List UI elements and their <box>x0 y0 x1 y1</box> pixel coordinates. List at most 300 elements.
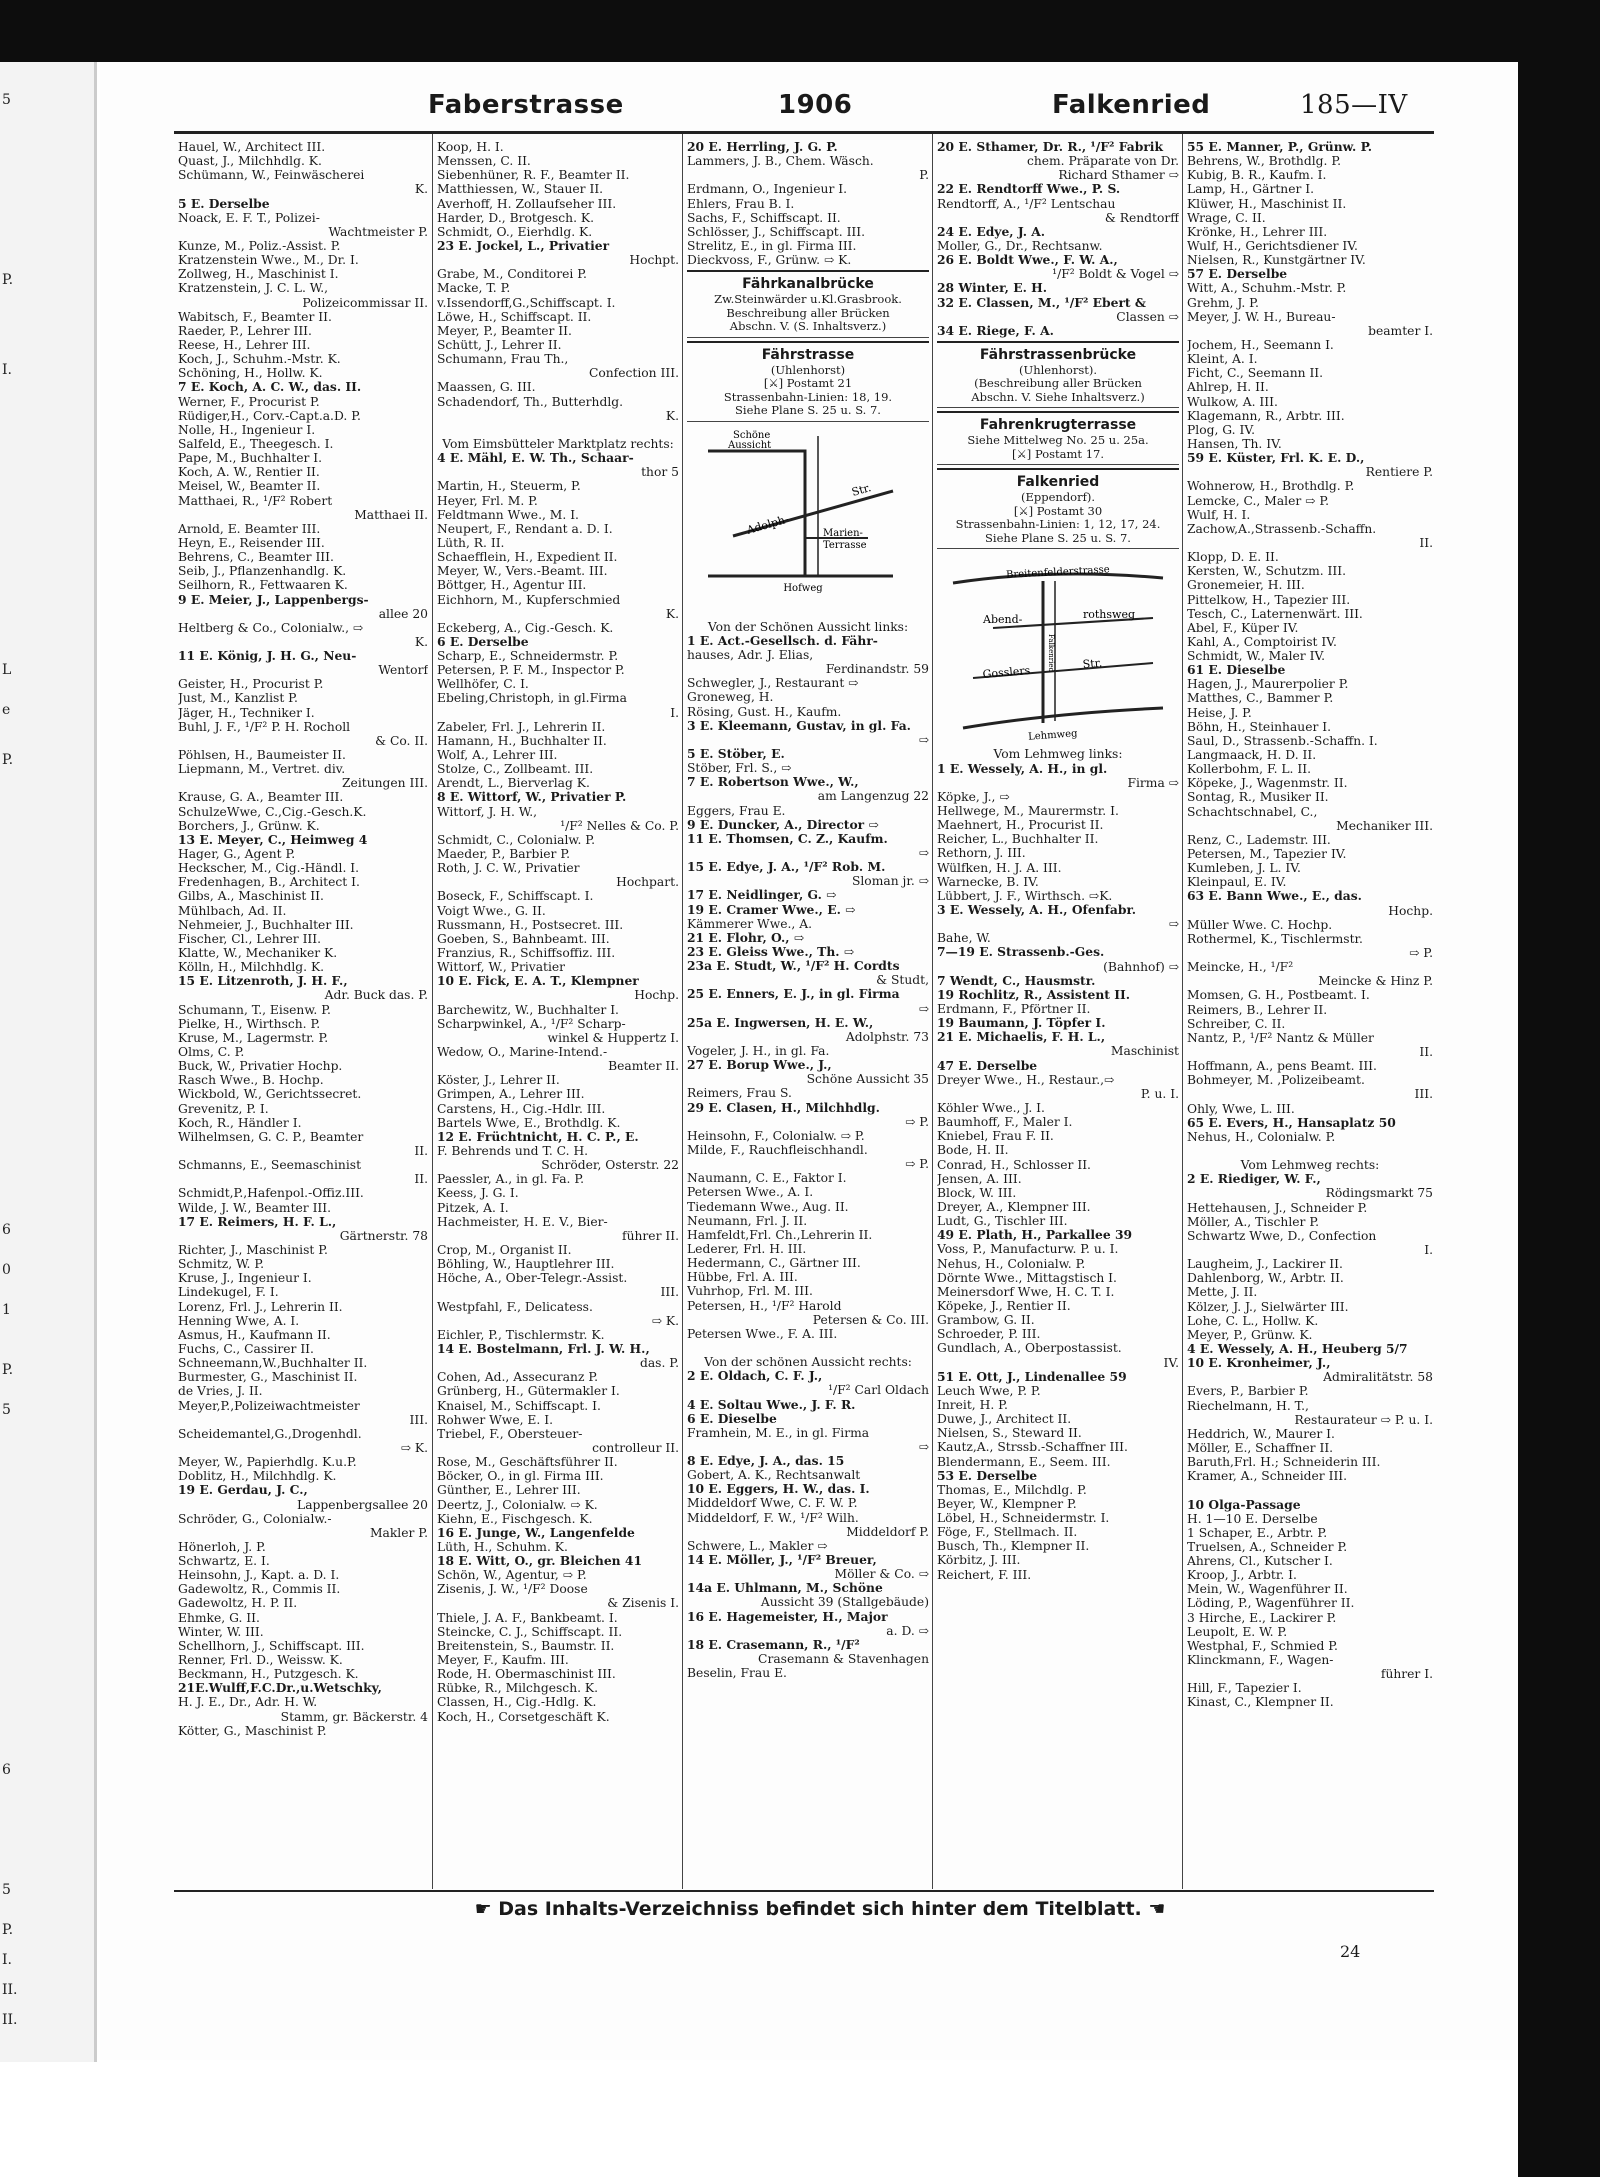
resident-entry: Nielsen, R., Kunstgärtner IV. <box>1187 253 1366 268</box>
resident-entry: Triebel, F., Obersteuer- <box>437 1426 583 1441</box>
resident-entry: ⇨ P. <box>1409 946 1433 961</box>
resident-entry: Schwere, L., Makler ⇨ <box>687 1538 828 1553</box>
house-number-entry: 49 E. Plath, H., Parkallee 39 <box>937 1228 1133 1243</box>
header-rule <box>174 131 1434 134</box>
resident-entry: P. <box>919 168 929 183</box>
street-heading: Falkenried <box>1016 474 1100 491</box>
resident-entry: Wulkow, A. III. <box>1187 394 1278 409</box>
resident-entry: Crasemann & Stavenhagen <box>758 1652 929 1667</box>
resident-entry: beamter I. <box>1368 323 1433 338</box>
resident-entry: Wohnerow, H., Brothdlg. P. <box>1187 479 1355 494</box>
house-number-entry: 4 E. Soltau Wwe., J. F. R. <box>687 1397 856 1412</box>
resident-entry: Wittorf, J. H. W., <box>437 804 538 819</box>
house-number-entry: 11 E. König, J. H. G., Neu- <box>178 649 357 664</box>
resident-entry: Krönke, H., Lehrer III. <box>1187 224 1328 239</box>
resident-entry: Wilhelmsen, G. C. P., Beamter <box>178 1129 364 1144</box>
resident-entry: Petersen Wwe., A. I. <box>687 1185 814 1200</box>
resident-entry: Böhn, H., Steinhauer I. <box>1187 719 1332 734</box>
resident-entry: Dahlenborg, W., Arbtr. II. <box>1187 1271 1344 1286</box>
resident-entry <box>687 1341 929 1355</box>
street-heading-note: Abschn. V. (S. Inhaltsverz.) <box>729 319 887 334</box>
resident-entry: Jensen, A. III. <box>937 1171 1022 1186</box>
resident-entry: Hübbe, Frl. A. III. <box>687 1270 798 1285</box>
resident-entry: Stöber, Frl. S., ⇨ <box>687 761 792 776</box>
resident-entry: Matthaei, R., ¹/F² Robert <box>178 493 333 508</box>
resident-entry: hauses, Adr. J. Elias, <box>687 648 814 663</box>
resident-entry: Goeben, S., Bahnbeamt. III. <box>437 931 610 946</box>
map-street-label: Gosslers <box>982 664 1031 682</box>
house-number-entry: 32 E. Classen, M., ¹/F² Ebert & <box>937 295 1146 310</box>
resident-entry: Dieckvoss, F., Grünw. ⇨ K. <box>687 253 852 268</box>
map-street-label: Breitenfelderstrasse <box>1005 564 1110 582</box>
map-street-label: Adolph- <box>745 512 791 537</box>
resident-entry: Pöhlsen, H., Baumeister II. <box>178 748 346 763</box>
resident-entry: Classen, H., Cig.-Hdlg. K. <box>437 1695 597 1710</box>
resident-entry: Schwegler, J., Restaurant ⇨ <box>687 676 859 691</box>
resident-entry: Schmidt,P.,Hafenpol.-Offiz.III. <box>178 1186 364 1201</box>
resident-entry: Vom Lehmweg rechts: <box>1240 1158 1380 1173</box>
house-number-entry: 19 Baumann, J. Töpfer I. <box>937 1016 1106 1031</box>
resident-entry: Breitenstein, S., Baumstr. II. <box>437 1638 615 1653</box>
street-heading-block <box>937 411 1179 465</box>
resident-entry: Rasch Wwe., B. Hochp. <box>178 1073 324 1088</box>
house-number-entry: 57 E. Derselbe <box>1187 267 1288 282</box>
resident-entry: Bohmeyer, M. ,Polizeibeamt. <box>1187 1073 1365 1088</box>
margin-mark: I. <box>2 362 12 378</box>
margin-mark: e <box>2 702 11 718</box>
resident-entry: Lappenbergsallee 20 <box>297 1497 428 1512</box>
resident-entry: Sontag, R., Musiker II. <box>1187 790 1329 805</box>
resident-entry: Quast, J., Milchhdlg. K. <box>178 154 322 169</box>
resident-entry: Hochp. <box>634 988 679 1003</box>
resident-entry: K. <box>665 408 679 423</box>
resident-entry: Wabitsch, F., Beamter II. <box>178 309 332 324</box>
resident-entry: Böttger, H., Agentur III. <box>437 578 587 593</box>
map-street-label: Lehmweg <box>1027 728 1078 744</box>
map-street-label: Marien- <box>823 527 863 539</box>
resident-entry: Schöning, H., Hollw. K. <box>178 366 323 381</box>
resident-entry: Schlösser, J., Schiffscapt. III. <box>687 224 866 239</box>
map-street-label: Str. <box>850 480 873 499</box>
resident-entry: Vom Eimsbütteler Marktplatz rechts: <box>442 436 674 451</box>
resident-entry: Liepmann, M., Vertret. div. <box>178 762 346 777</box>
resident-entry: Framhein, M. E., in gl. Firma <box>687 1425 870 1440</box>
resident-entry: Koop, H. I. <box>437 140 504 154</box>
resident-entry: Classen ⇨ <box>1116 309 1179 324</box>
resident-entry: Hansen, Th. IV. <box>1187 436 1282 451</box>
resident-entry: (Bahnhof) ⇨ <box>1103 959 1179 974</box>
resident-entry: Lüth, R. II. <box>437 535 505 550</box>
resident-entry: Doblitz, H., Milchhdlg. K. <box>178 1469 337 1484</box>
resident-entry: Hellwege, M., Maurermstr. I. <box>937 804 1119 819</box>
resident-entry: Rethorn, J. III. <box>937 846 1026 861</box>
resident-entry: Kleint, A. I. <box>1187 352 1258 367</box>
column-divider <box>1182 134 1183 1889</box>
resident-entry: Pittelkow, H., Tapezier III. <box>1187 592 1351 607</box>
resident-entry: Reichert, F. III. <box>937 1567 1032 1582</box>
resident-entry: Heinsohn, J., Kapt. a. D. I. <box>178 1568 340 1583</box>
street-heading-note: Siehe Mittelweg No. 25 u. 25a. <box>967 433 1149 448</box>
resident-entry: Hagen, J., Maurerpolier P. <box>1187 677 1349 692</box>
house-number-entry: 59 E. Küster, Frl. K. E. D., <box>1187 451 1365 466</box>
resident-entry: Koch, J., Schuhm.-Mstr. K. <box>178 352 341 367</box>
resident-entry: Gronemeier, H. III. <box>1187 578 1305 593</box>
resident-entry: Nantz, P., ¹/F² Nantz & Müller <box>1187 1030 1374 1045</box>
resident-entry <box>1187 1144 1433 1158</box>
house-number-entry: 6 E. Derselbe <box>437 634 529 649</box>
resident-entry: Nehus, H., Colonialw. P. <box>937 1256 1086 1271</box>
resident-entry: Rüdiger,H., Corv.-Capt.a.D. P. <box>178 408 361 423</box>
resident-entry: allee 20 <box>378 606 428 621</box>
map-street-label: Falkenried <box>1047 634 1055 673</box>
resident-entry: Saul, D., Strassenb.-Schaffn. I. <box>1187 733 1378 748</box>
resident-entry: 3 Hirche, E., Lackirer P. <box>1187 1610 1337 1625</box>
resident-entry: Köpeke, J., Rentier II. <box>937 1298 1071 1313</box>
resident-entry: Hill, F., Tapezier I. <box>1187 1681 1302 1696</box>
margin-mark: II. <box>2 1982 18 1998</box>
resident-entry: Wulf, H. I. <box>1187 507 1251 522</box>
resident-entry: chem. Präparate von Dr. <box>1026 154 1179 169</box>
resident-entry: Meyer,P.,Polizeiwachtmeister <box>178 1398 360 1413</box>
resident-entry: Schumann, Frau Th., <box>437 352 569 367</box>
resident-entry: Buck, W., Privatier Hochp. <box>178 1059 343 1074</box>
house-number-entry: 53 E. Derselbe <box>937 1468 1038 1483</box>
resident-entry: Kölln, H., Milchhdlg. K. <box>178 960 325 975</box>
house-number-entry: 9 E. Duncker, A., Director ⇨ <box>687 817 879 832</box>
resident-entry: Salfeld, E., Theegesch. I. <box>178 436 334 451</box>
resident-entry: III. <box>660 1285 679 1300</box>
resident-entry: winkel & Huppertz I. <box>547 1030 679 1045</box>
street-heading-note: Beschreibung aller Brücken <box>726 305 890 320</box>
column-divider <box>932 134 933 1889</box>
resident-entry: Schellhorn, J., Schiffscapt. III. <box>178 1638 365 1653</box>
resident-entry: Hochpt. <box>629 253 679 268</box>
house-number-entry: 19 E. Cramer Wwe., E. ⇨ <box>687 902 856 917</box>
resident-entry: Lorenz, Frl. J., Lehrerin II. <box>178 1299 343 1314</box>
resident-entry: Günther, E., Lehrer III. <box>437 1483 581 1498</box>
resident-entry: Körbitz, J. III. <box>937 1553 1021 1568</box>
resident-entry: Maschinist <box>1110 1044 1179 1059</box>
resident-entry: Heise, J. P. <box>1187 705 1252 720</box>
resident-entry: Schwartz, E. I. <box>178 1554 270 1569</box>
resident-entry: Evers, P., Barbier P. <box>1187 1384 1309 1399</box>
resident-entry: Von der schönen Aussicht rechts: <box>704 1355 912 1370</box>
resident-entry: Naumann, C. E., Faktor I. <box>687 1171 847 1186</box>
resident-entry: Richard Sthamer ⇨ <box>1058 168 1179 183</box>
resident-entry: Kersten, W., Schutzm. III. <box>1187 564 1347 579</box>
resident-entry: Gilbs, A., Maschinist II. <box>178 889 324 904</box>
resident-entry: Block, W. III. <box>937 1185 1017 1200</box>
resident-entry: Schümann, W., Feinwäscherei <box>178 168 365 183</box>
house-number-entry: 51 E. Ott, J., Lindenallee 59 <box>937 1369 1127 1384</box>
resident-entry: Jäger, H., Techniker I. <box>178 705 315 720</box>
resident-entry: Ludt, G., Tischler III. <box>937 1214 1068 1229</box>
resident-entry: ⇨ K. <box>651 1313 679 1328</box>
resident-entry: Adolphstr. 73 <box>845 1029 929 1044</box>
house-number-entry: 5 E. Derselbe <box>178 196 270 211</box>
margin-mark: 5 <box>2 1402 11 1418</box>
resident-entry: Klüwer, H., Maschinist II. <box>1187 196 1347 211</box>
resident-entry: Schröder, G., Colonialw.- <box>178 1511 332 1526</box>
resident-entry: Matthiessen, W., Stauer II. <box>437 182 604 197</box>
resident-entry: Ahrens, Cl., Kutscher I. <box>1187 1554 1333 1569</box>
resident-entry: Kölzer, J. J., Sielwärter III. <box>1187 1299 1349 1314</box>
resident-entry: Truelsen, A., Schneider P. <box>1187 1539 1348 1554</box>
resident-entry: Möller, E., Schaffner II. <box>1187 1440 1334 1455</box>
resident-entry: Heyer, Frl. M. P. <box>437 493 538 508</box>
resident-entry: Behrens, W., Brothdlg. P. <box>1187 154 1342 169</box>
resident-entry: II. <box>1419 535 1433 550</box>
resident-entry: Warnecke, B. IV. <box>937 874 1039 889</box>
resident-entry: Matthaei II. <box>354 507 428 522</box>
resident-entry: Crop, M., Organist II. <box>437 1242 572 1257</box>
resident-entry: Eichler, P., Tischlermstr. K. <box>437 1327 605 1342</box>
resident-entry: Koch, H., Corsetgeschäft K. <box>437 1709 610 1724</box>
margin-mark: P. <box>2 1922 14 1938</box>
resident-entry: Vom Lehmweg links: <box>993 747 1123 762</box>
house-number-entry: 23 E. Jockel, L., Privatier <box>437 238 610 253</box>
resident-entry: Wittorf, W., Privatier <box>437 960 566 975</box>
resident-entry: SchulzeWwe, C.,Cig.-Gesch.K. <box>178 804 367 819</box>
resident-entry: Ahlrep, H. II. <box>1187 380 1269 395</box>
resident-entry: Löwe, H., Schiffscapt. II. <box>437 309 592 324</box>
resident-entry: Kruse, M., Lagermstr. P. <box>178 1030 329 1045</box>
resident-entry: Meincke, H., ¹/F² <box>1187 960 1294 975</box>
resident-entry: Maeder, P., Barbier P. <box>437 847 571 862</box>
house-number-entry: 18 E. Crasemann, R., ¹/F² <box>687 1637 860 1652</box>
street-heading-note: Abschn. V. Siehe Inhaltsverz.) <box>971 389 1145 404</box>
resident-entry: Schroeder, P. III. <box>937 1327 1041 1342</box>
resident-entry: Dörnte Wwe., Mittagstisch I. <box>937 1270 1117 1285</box>
resident-entry: Baruth,Frl. H.; Schneiderin III. <box>1187 1455 1381 1470</box>
resident-entry: Schmidt, O., Eierhdlg. K. <box>437 224 593 239</box>
house-number-entry: 10 E. Eggers, H. W., das. I. <box>687 1482 870 1497</box>
resident-entry: Schachtschnabel, C., <box>1187 804 1318 819</box>
resident-entry: Olms, C. P. <box>178 1045 245 1059</box>
resident-entry: Kratzenstein, J. C. L. W., <box>178 281 329 296</box>
footer-notice <box>420 1898 1220 1920</box>
resident-entry: Groneweg, H. <box>687 690 774 705</box>
house-number-entry: 1 E. Act.-Gesellsch. d. Fähr- <box>687 633 878 648</box>
column-divider <box>432 134 433 1889</box>
margin-mark: I. <box>2 1952 12 1968</box>
resident-entry: Vogeler, J. H., in gl. Fa. <box>687 1043 830 1058</box>
resident-entry: ⇨ P. <box>905 1114 929 1129</box>
resident-entry: Meyer, F., Kaufm. III. <box>437 1653 569 1668</box>
resident-entry: ¹/F² Nelles & Co. P. <box>560 818 679 833</box>
house-number-entry: 63 E. Bann Wwe., E., das. <box>1187 889 1362 904</box>
resident-entry: Rose, M., Geschäftsführer II. <box>437 1455 618 1470</box>
resident-entry: Beckmann, H., Putzgesch. K. <box>178 1667 359 1682</box>
street-heading-block <box>937 341 1179 409</box>
resident-entry: Conrad, H., Schlosser II. <box>937 1157 1091 1172</box>
resident-entry: Averhoff, H. Zollaufseher III. <box>437 196 617 211</box>
street-heading-note: Strassenbahn-Linien: 1, 12, 17, 24. <box>955 517 1161 532</box>
resident-entry: Zeitungen III. <box>342 776 428 791</box>
resident-entry: Lammers, J. B., Chem. Wäsch. <box>687 154 874 169</box>
resident-entry: Hoffmann, A., pens Beamt. III. <box>1187 1059 1377 1074</box>
resident-entry: Middeldorf, F. W., ¹/F² Wilh. <box>687 1510 859 1525</box>
resident-entry: Geister, H., Procurist P. <box>178 677 324 692</box>
house-number-entry: 7 E. Koch, A. C. W., das. II. <box>178 380 362 395</box>
resident-entry: Wellhöfer, C. I. <box>437 677 529 692</box>
house-number-entry: 61 E. Dieselbe <box>1187 663 1286 678</box>
resident-entry: Richter, J., Maschinist P. <box>178 1242 328 1257</box>
resident-entry: Fuchs, C., Cassirer II. <box>178 1341 314 1356</box>
resident-entry: Henning Wwe, A. I. <box>178 1313 300 1328</box>
resident-entry: Kunze, M., Poliz.-Assist. P. <box>178 238 341 253</box>
pointing-hand-left-icon: ☛ <box>474 1898 492 1920</box>
resident-entry: Ferdinandstr. 59 <box>825 662 929 677</box>
resident-entry: Wulf, H., Gerichtsdiener IV. <box>1187 238 1358 253</box>
resident-entry: Zabeler, Frl. J., Lehrerin II. <box>437 719 606 734</box>
resident-entry: Rendtorff, A., ¹/F² Lentschau <box>937 196 1116 211</box>
resident-entry: Rentiere P. <box>1365 465 1433 480</box>
resident-entry: Grambow, G. II. <box>937 1313 1035 1328</box>
resident-entry: Lamp, H., Gärtner I. <box>1187 182 1315 197</box>
map-street-label: Terrasse <box>823 539 867 551</box>
resident-entry: Fredenhagen, B., Architect I. <box>178 875 360 890</box>
resident-entry: Abel, F., Küper IV. <box>1187 620 1299 635</box>
resident-entry: Pape, M., Buchhalter I. <box>178 451 323 466</box>
resident-entry: Langmaack, H. D. II. <box>1187 748 1317 763</box>
resident-entry: II. <box>1419 1045 1433 1059</box>
resident-entry: Behrens, C., Beamter III. <box>178 550 334 565</box>
resident-entry: Renner, Frl. D., Weissw. K. <box>178 1653 343 1668</box>
resident-entry: Hager, G., Agent P. <box>178 847 296 862</box>
resident-entry: Kleinpaul, E. IV. <box>1187 875 1287 890</box>
resident-entry: ¹/F² Carl Oldach <box>828 1383 929 1398</box>
resident-entry: ¹/F² Boldt & Vogel ⇨ <box>1052 267 1179 282</box>
resident-entry: Klopp, D. E. II. <box>1187 550 1279 565</box>
resident-entry: Meyer, W., Papierhdlg. K.u.P. <box>178 1455 357 1470</box>
margin-mark: 0 <box>2 1262 11 1278</box>
resident-entry: Schröder, Osterstr. 22 <box>541 1158 679 1173</box>
map-road <box>708 451 805 576</box>
header-street-start: Faberstrasse <box>428 90 624 120</box>
left-margin-marks <box>0 62 20 2062</box>
resident-entry: Schumann, T., Eisenw. P. <box>178 1002 331 1017</box>
resident-entry: Raeder, P., Lehrer III. <box>178 323 312 338</box>
resident-entry: Martin, H., Steuerm, P. <box>437 479 581 494</box>
resident-entry: Siebenhüner, R. F., Beamter II. <box>437 168 630 183</box>
resident-entry: Grehm, J. P. <box>1187 295 1259 310</box>
resident-entry: Steincke, C. J., Schiffscapt. II. <box>437 1624 623 1639</box>
resident-entry: Leupolt, E. W. P. <box>1187 1624 1288 1639</box>
house-number-entry: 27 E. Borup Wwe., J., <box>687 1058 832 1073</box>
resident-entry: thor 5 <box>641 465 679 480</box>
resident-entry: Neumann, Frl. J. II. <box>687 1213 808 1228</box>
resident-entry: ⇨ P. <box>905 1157 929 1172</box>
resident-entry: Voigt Wwe., G. II. <box>437 903 546 918</box>
resident-entry: & Studt, <box>876 973 929 988</box>
resident-entry: P. u. I. <box>1140 1086 1179 1101</box>
page-number: 24 <box>1340 1942 1361 1961</box>
street-heading-note: (Uhlenhorst) <box>770 362 846 377</box>
map-street-label: rothsweg <box>1083 608 1135 622</box>
resident-entry: Neupert, F., Rendant a. D. I. <box>437 521 613 536</box>
house-number-entry: 9 E. Meier, J., Lappenbergs- <box>178 592 369 607</box>
resident-entry: Schütt, J., Lehrer II. <box>437 337 562 352</box>
house-number-entry: 7 E. Robertson Wwe., W., <box>687 775 859 790</box>
resident-entry: a. D. ⇨ <box>886 1623 929 1638</box>
resident-entry: Heinsohn, F., Colonialw. ⇨ P. <box>687 1128 865 1143</box>
resident-entry: Mechaniker III. <box>1336 818 1433 833</box>
street-heading-block <box>937 468 1179 549</box>
resident-entry: Mette, J. II. <box>1187 1285 1258 1300</box>
resident-entry: Maassen, G. III. <box>437 380 536 395</box>
house-number-entry: 20 E. Sthamer, Dr. R., ¹/F² Fabrik <box>937 140 1163 154</box>
resident-entry: Hauel, W., Architect III. <box>178 140 326 154</box>
house-number-entry: 3 E. Kleemann, Gustav, in gl. Fa. <box>687 718 911 733</box>
resident-entry: Heckscher, M., Cig.-Händl. I. <box>178 861 360 876</box>
house-number-entry: 14 E. Bostelmann, Frl. J. W. H., <box>437 1341 650 1356</box>
street-heading-note: [⚔] Postamt 21 <box>763 376 853 391</box>
resident-entry: Gobert, A. K., Rechtsanwalt <box>687 1468 861 1483</box>
resident-entry: Keess, J. G. I. <box>437 1186 519 1201</box>
resident-entry: Klatte, W., Mechaniker K. <box>178 946 338 961</box>
house-number-entry: 7—19 E. Strassenb.-Ges. <box>937 945 1105 960</box>
resident-entry: Meyer, P., Beamter II. <box>437 323 572 338</box>
house-number-entry: 55 E. Manner, P., Grünw. P. <box>1187 140 1373 154</box>
resident-entry: H. 1—10 E. Derselbe <box>1187 1511 1318 1526</box>
house-number-entry: 23a E. Studt, W., ¹/F² H. Cordts <box>687 959 900 974</box>
house-number-entry: 10 E. Kronheimer, J., <box>1187 1356 1331 1371</box>
street-heading-note: [⚔] Postamt 30 <box>1013 503 1103 518</box>
resident-entry: Wentorf <box>378 663 428 678</box>
resident-entry: ⇨ <box>918 732 929 747</box>
resident-entry: Schneemann,W.,Buchhalter II. <box>178 1356 368 1371</box>
margin-mark: 5 <box>2 1882 11 1898</box>
resident-entry: Blendermann, E., Seem. III. <box>937 1454 1111 1469</box>
resident-entry: ⇨ <box>1168 917 1179 932</box>
resident-entry: Stamm, gr. Bäckerstr. 4 <box>280 1709 428 1724</box>
resident-entry: K. <box>665 606 679 621</box>
directory-column-4 <box>937 140 1179 1888</box>
resident-entry: Franzius, R., Schiffsoffiz. III. <box>437 946 616 961</box>
resident-entry: I. <box>670 705 679 720</box>
resident-entry: Winter, W. III. <box>178 1624 264 1639</box>
resident-entry: Petersen & Co. III. <box>812 1312 929 1327</box>
resident-entry: Baumhoff, F., Maler I. <box>937 1115 1073 1130</box>
street-heading: Fährstrassenbrücke <box>979 346 1137 363</box>
resident-entry: Confection III. <box>588 366 679 381</box>
margin-mark: L <box>2 662 12 678</box>
resident-entry: Werner, F., Procurist P. <box>178 394 320 409</box>
resident-entry: Arnold, E. Beamter III. <box>178 521 321 536</box>
resident-entry: Polizeicommissar II. <box>302 295 428 310</box>
resident-entry: Kramer, A., Schneider III. <box>1187 1469 1348 1484</box>
resident-entry: Hachmeister, H. E. V., Bier- <box>437 1214 608 1229</box>
house-number-entry: 17 E. Reimers, H. F. L., <box>178 1214 337 1229</box>
resident-entry: Möller, A., Tischler P. <box>1187 1214 1320 1229</box>
resident-entry: Eckeberg, A., Cig.-Gesch. K. <box>437 620 614 635</box>
resident-entry: Thiele, J. A. F., Bankbeamt. I. <box>437 1610 618 1625</box>
resident-entry: Klagemann, R., Arbtr. III. <box>1187 408 1345 423</box>
house-number-entry: 28 Winter, E. H. <box>937 281 1048 296</box>
resident-entry: Heltberg & Co., Colonialw., ⇨ <box>178 620 364 635</box>
resident-entry: Schmanns, E., Seemaschinist <box>178 1158 362 1173</box>
resident-entry: Borchers, J., Grünw. K. <box>178 818 320 833</box>
resident-entry: Meisel, W., Beamter II. <box>178 479 321 494</box>
resident-entry: Kautz,A., Strssb.-Schaffner III. <box>937 1440 1128 1455</box>
resident-entry: am Langenzug 22 <box>817 789 929 804</box>
resident-entry: de Vries, J. II. <box>178 1384 263 1399</box>
resident-entry: Schöne Aussicht 35 <box>806 1072 929 1087</box>
resident-entry: Matthes, C., Bammer P. <box>1187 691 1334 706</box>
house-number-entry: 21E.Wulff,F.C.Dr.,u.Wetschky, <box>178 1681 382 1696</box>
resident-entry: Kollerbohm, F. L. II. <box>1187 762 1311 777</box>
